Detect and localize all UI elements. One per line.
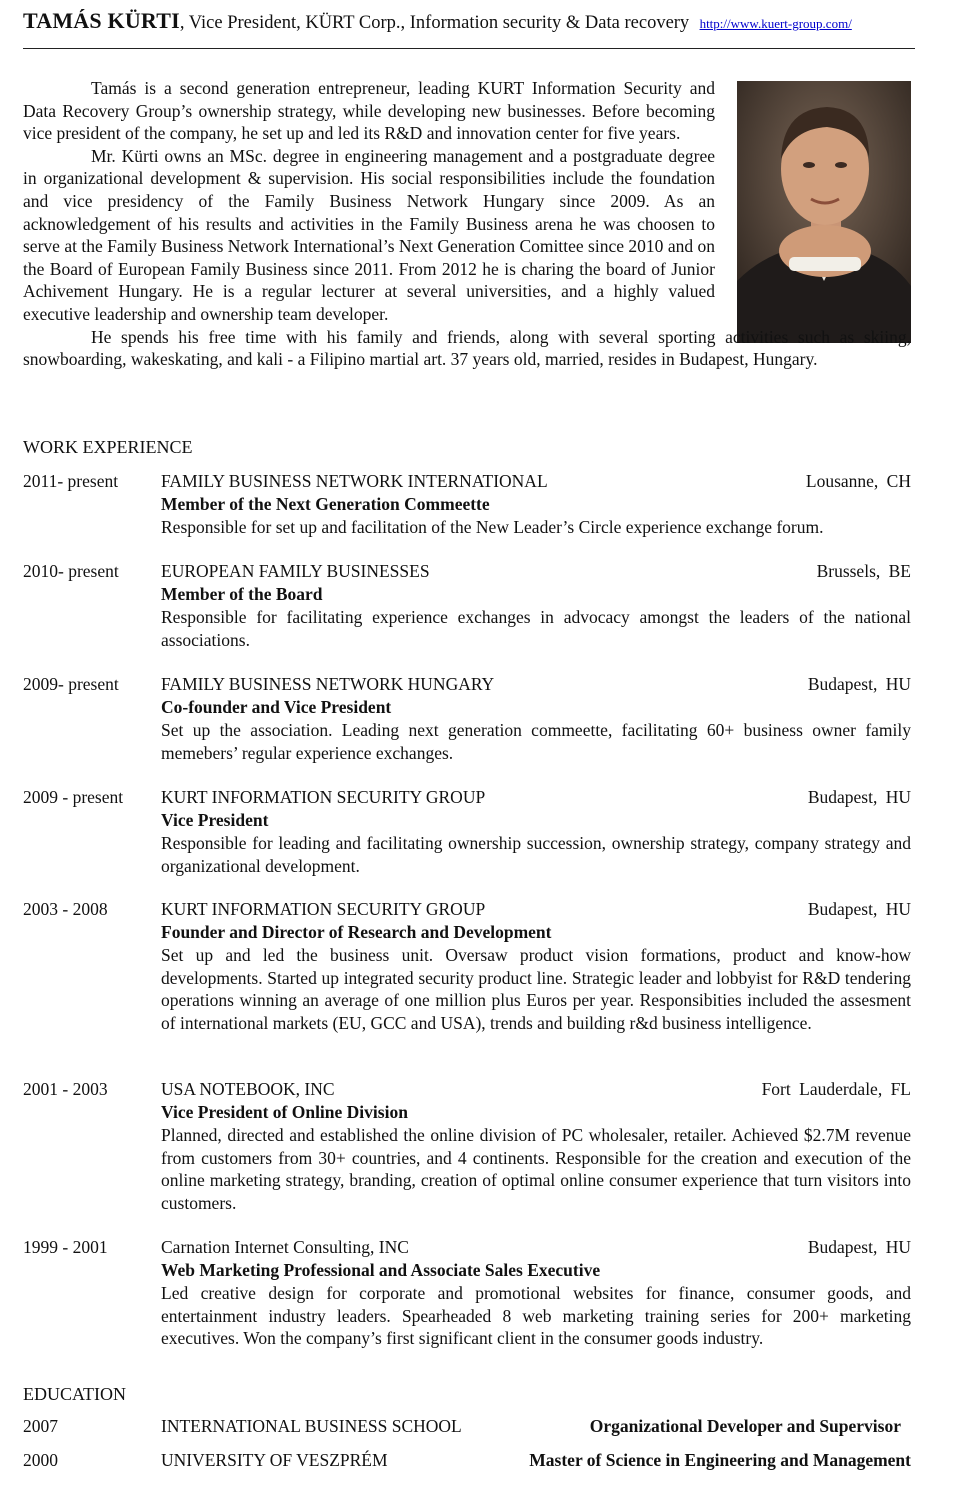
biography	[23, 77, 911, 371]
job-description: Responsible for leading and facilitating ownership succession, ownership strategy, company strategy and organizational development.	[161, 833, 911, 876]
job-years: 2009- present	[23, 674, 119, 694]
job-title: Member of the Board	[161, 584, 323, 604]
job-organization: Carnation Internet Consulting, INC	[161, 1237, 409, 1257]
job-organization: KURT INFORMATION SECURITY GROUP	[161, 899, 486, 919]
education-degree: Master of Science in Engineering and Management	[529, 1450, 911, 1470]
job-years: 2001 - 2003	[23, 1079, 108, 1099]
job-location: Budapest, HU	[807, 787, 911, 807]
education-entry	[23, 1415, 911, 1438]
bio-paragraph-1: Tamás is a second generation entrepreneur, leading KURT Information Security and Data Recovery Group’s ownership strategy, while developing new businesses. Before becoming vice president of the company, he set up and led its R&D and innovation center for five years.	[23, 78, 715, 144]
education-heading: EDUCATION	[23, 1384, 126, 1404]
job-years: 2010- present	[23, 561, 119, 581]
bio-paragraph-2: Mr. Kürti owns an MSc. degree in engineering management and a postgraduate degree in organizational development & supervision. His social responsibilities include the foundation and vice presidency of the Family Business Network Hungary since 2009. As an acknowledgement of his results and activities in the Family Business arena he was choosen to serve at the Family Business Network International’s Next Generation Comittee since 2010 and on the Board of European Family Business since 2011. From 2012 he is charing the board of Junior Achivement Hungary. He is a regular lecturer at several universities, and a highly valued executive leadership and ownership team developer.	[23, 145, 715, 324]
job-organization: KURT INFORMATION SECURITY GROUP	[161, 787, 486, 807]
job-title: Member of the Next Generation Commeette	[161, 494, 490, 514]
job-title: Vice President	[161, 810, 269, 830]
person-name: TAMÁS KÜRTI	[23, 8, 180, 33]
work-experience-heading: WORK EXPERIENCE	[23, 437, 193, 457]
company-website-link[interactable]: http://www.kuert-group.com/	[699, 16, 852, 31]
job-description: Responsible for set up and facilitation of the New Leader’s Circle experience exchange forum.	[161, 517, 824, 537]
education-entry	[23, 1449, 911, 1472]
job-location: Budapest, HU	[807, 899, 911, 919]
job-description: Set up and led the business unit. Oversaw product vision formations, product and know-how developments. Started up integrated security product line. Strategic leader and lobbyist for R&D tendering operations winning an average of one million plus Euros per year. Responsibities included the assesment of international markets (EU, GCC and USA), trends and building r&d business intelligence.	[161, 945, 911, 1033]
education-year: 2000	[23, 1450, 58, 1470]
job-description: Planned, directed and established the online division of PC wholesaler, retailer. Achieved $2.7M revenue from customers from 30+ countries, and 4 continents. Responsible for the creation and execution of the online marketing strategy, branding, creation of optimal online consumer experience that turn visitors into customers.	[161, 1125, 911, 1213]
job-title: Web Marketing Professional and Associate Sales Executive	[161, 1260, 601, 1280]
education-degree: Organizational Developer and Supervisor	[589, 1416, 901, 1436]
job-title: Co-founder and Vice President	[161, 697, 392, 717]
job-organization: USA NOTEBOOK, INC	[161, 1079, 335, 1099]
education-year: 2007	[23, 1416, 58, 1436]
person-role: , Vice President, KÜRT Corp., Information security & Data recovery	[179, 13, 690, 33]
job-organization: EUROPEAN FAMILY BUSINESSES	[161, 561, 430, 581]
job-organization: FAMILY BUSINESS NETWORK INTERNATIONAL	[161, 471, 548, 491]
job-description: Led creative design for corporate and promotional websites for finance, consumer goods, and entertainment industry leaders. Spearheaded 8 web marketing training series for 200+ marketing executives. Won the company’s first significant client in the consumer goods industry.	[161, 1283, 911, 1349]
job-location: Budapest, HU	[807, 674, 911, 694]
education-school: INTERNATIONAL BUSINESS SCHOOL	[161, 1416, 462, 1436]
job-location: Budapest, HU	[807, 1237, 911, 1257]
job-years: 2003 - 2008	[23, 899, 108, 919]
job-description: Set up the association. Leading next generation commeette, facilitating 60+ business owner family memebers’ regular experience exchanges.	[161, 720, 911, 763]
job-description: Responsible for facilitating experience exchanges in advocacy amongst the leaders of the national associations.	[161, 607, 911, 650]
job-years: 2011- present	[23, 471, 119, 491]
bio-paragraph-3: He spends his free time with his family and friends, along with several sporting activities such as skiing, snowboarding, wakeskating, and kali - a Filipino martial art. 37 years old, married, resides in Budapest, Hungary.	[23, 326, 911, 370]
education-school: UNIVERSITY OF VESZPRÉM	[161, 1450, 388, 1470]
job-title: Vice President of Online Division	[161, 1102, 408, 1122]
job-location: Fort Lauderdale, FL	[761, 1079, 911, 1099]
cv-header	[23, 10, 915, 49]
job-organization: FAMILY BUSINESS NETWORK HUNGARY	[161, 674, 495, 694]
job-location: Lousanne, CH	[805, 471, 911, 491]
job-location: Brussels, BE	[816, 561, 911, 581]
job-years: 1999 - 2001	[23, 1237, 108, 1257]
job-years: 2009 - present	[23, 787, 124, 807]
job-title: Founder and Director of Research and Development	[161, 922, 552, 942]
